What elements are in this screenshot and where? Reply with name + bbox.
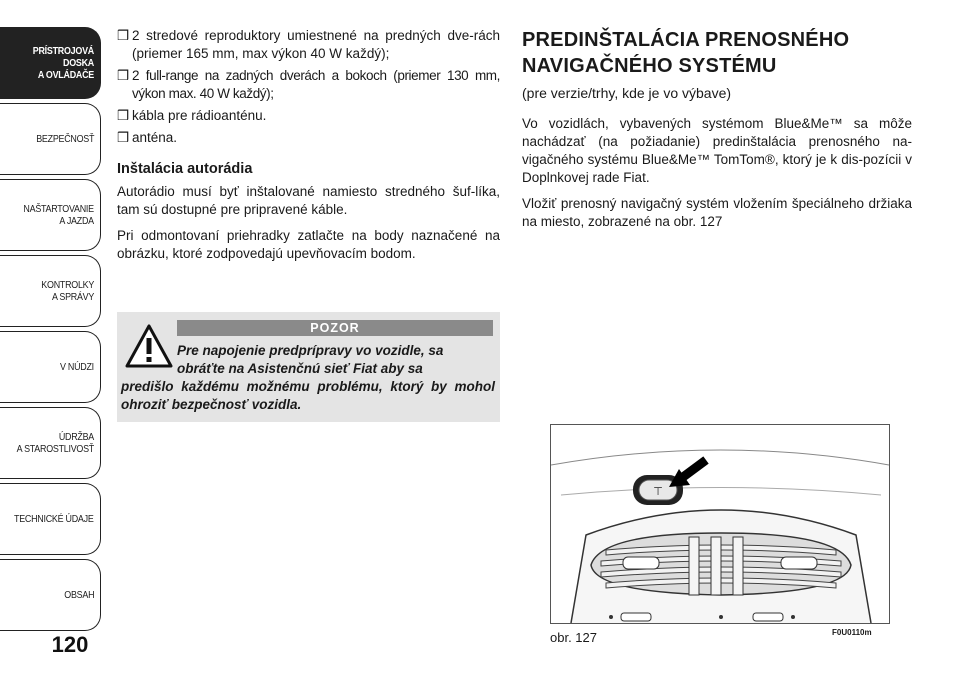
paragraph: Vložiť prenosný navigačný systém vložením špeciálneho držiaka na miesto, zobrazené na obr. 127 [522, 196, 912, 229]
page-number: 120 [51, 632, 89, 657]
warning-header: POZOR [177, 320, 493, 336]
checkbox-bullet-icon: ❒ [117, 108, 130, 123]
checkbox-bullet-icon: ❒ [117, 130, 130, 145]
warning-text: Pre napojenie predprípravy vo vozidle, sa obráťte na Asistenčnú sieť Fiat aby sa predišlo každému možnému problému, ktorý by mohol ohroziť bezpečnosť vozidla. [121, 343, 495, 412]
right-column [522, 27, 912, 239]
tab-pristrojova-doska[interactable]: PRÍSTROJOVÁ DOSKA A OVLÁDAČE [0, 27, 101, 99]
list-item: ❒ 2 stredové reproduktory umiestnené na predných dve-rách (priemer 165 mm, max výkon 40 W každý); [117, 28, 500, 61]
tab-kontrolky[interactable]: KONTROLKY A SPRÁVY [0, 255, 101, 327]
checkbox-bullet-icon: ❒ [117, 68, 129, 83]
paragraph: Vo vozidlách, vybavených systémom Blue&Me™ sa môže nachádzať (na požiadanie) predinštalácia prenosného na-vigačného systému Blue&Me™ TomTom®, ktorý je k dis-pozícii v Doplnkovej rade Fiat. [522, 116, 912, 185]
checkbox-bullet-icon: ❒ [117, 28, 130, 43]
list-item: ❒ anténa. [117, 130, 178, 145]
svg-text:⊤: ⊤ [653, 485, 663, 498]
tab-v-nudzi[interactable]: V NÚDZI [0, 331, 101, 403]
tab-nastartovanie[interactable]: NAŠTARTOVANIE A JAZDA [0, 179, 101, 251]
list-item: ❒ kábla pre rádioanténu. [117, 108, 267, 123]
section-subheading: Inštalácia autorádia [117, 161, 253, 177]
list-item: ❒ 2 full-range na zadných dverách a bokoch (priemer 130 mm, výkon max. 40 W každý); [117, 68, 500, 101]
left-column [117, 27, 500, 271]
tab-udrzba[interactable]: ÚDRŽBA A STAROSTLIVOSŤ [0, 407, 101, 479]
tab-technicke-udaje[interactable]: TECHNICKÉ ÚDAJE [0, 483, 101, 555]
section-subtitle: (pre verzie/trhy, kde je vo výbave) [522, 85, 732, 101]
tab-bezpecnost[interactable]: BEZPEČNOSŤ [0, 103, 101, 175]
section-title: PREDINŠTALÁCIA PRENOSNÉHO NAVIGAČNÉHO SYSTÉMU [522, 29, 850, 77]
figure-code: F0U0110m [832, 628, 872, 637]
paragraph: Pri odmontovaní priehradky zatlačte na body naznačené na obrázku, ktoré zodpovedajú upevňovacím bodom. [117, 228, 500, 261]
paragraph: Autorádio musí byť inštalované namiesto stredného šuf-líka, tam sú dostupné pre pripravené káble. [117, 184, 500, 217]
figure-dashboard-vent [550, 424, 890, 624]
tab-obsah[interactable]: OBSAH [0, 559, 101, 631]
warning-box [117, 312, 500, 422]
dashboard-vent-illustration [551, 425, 889, 623]
figure-caption: obr. 127 [550, 630, 597, 645]
